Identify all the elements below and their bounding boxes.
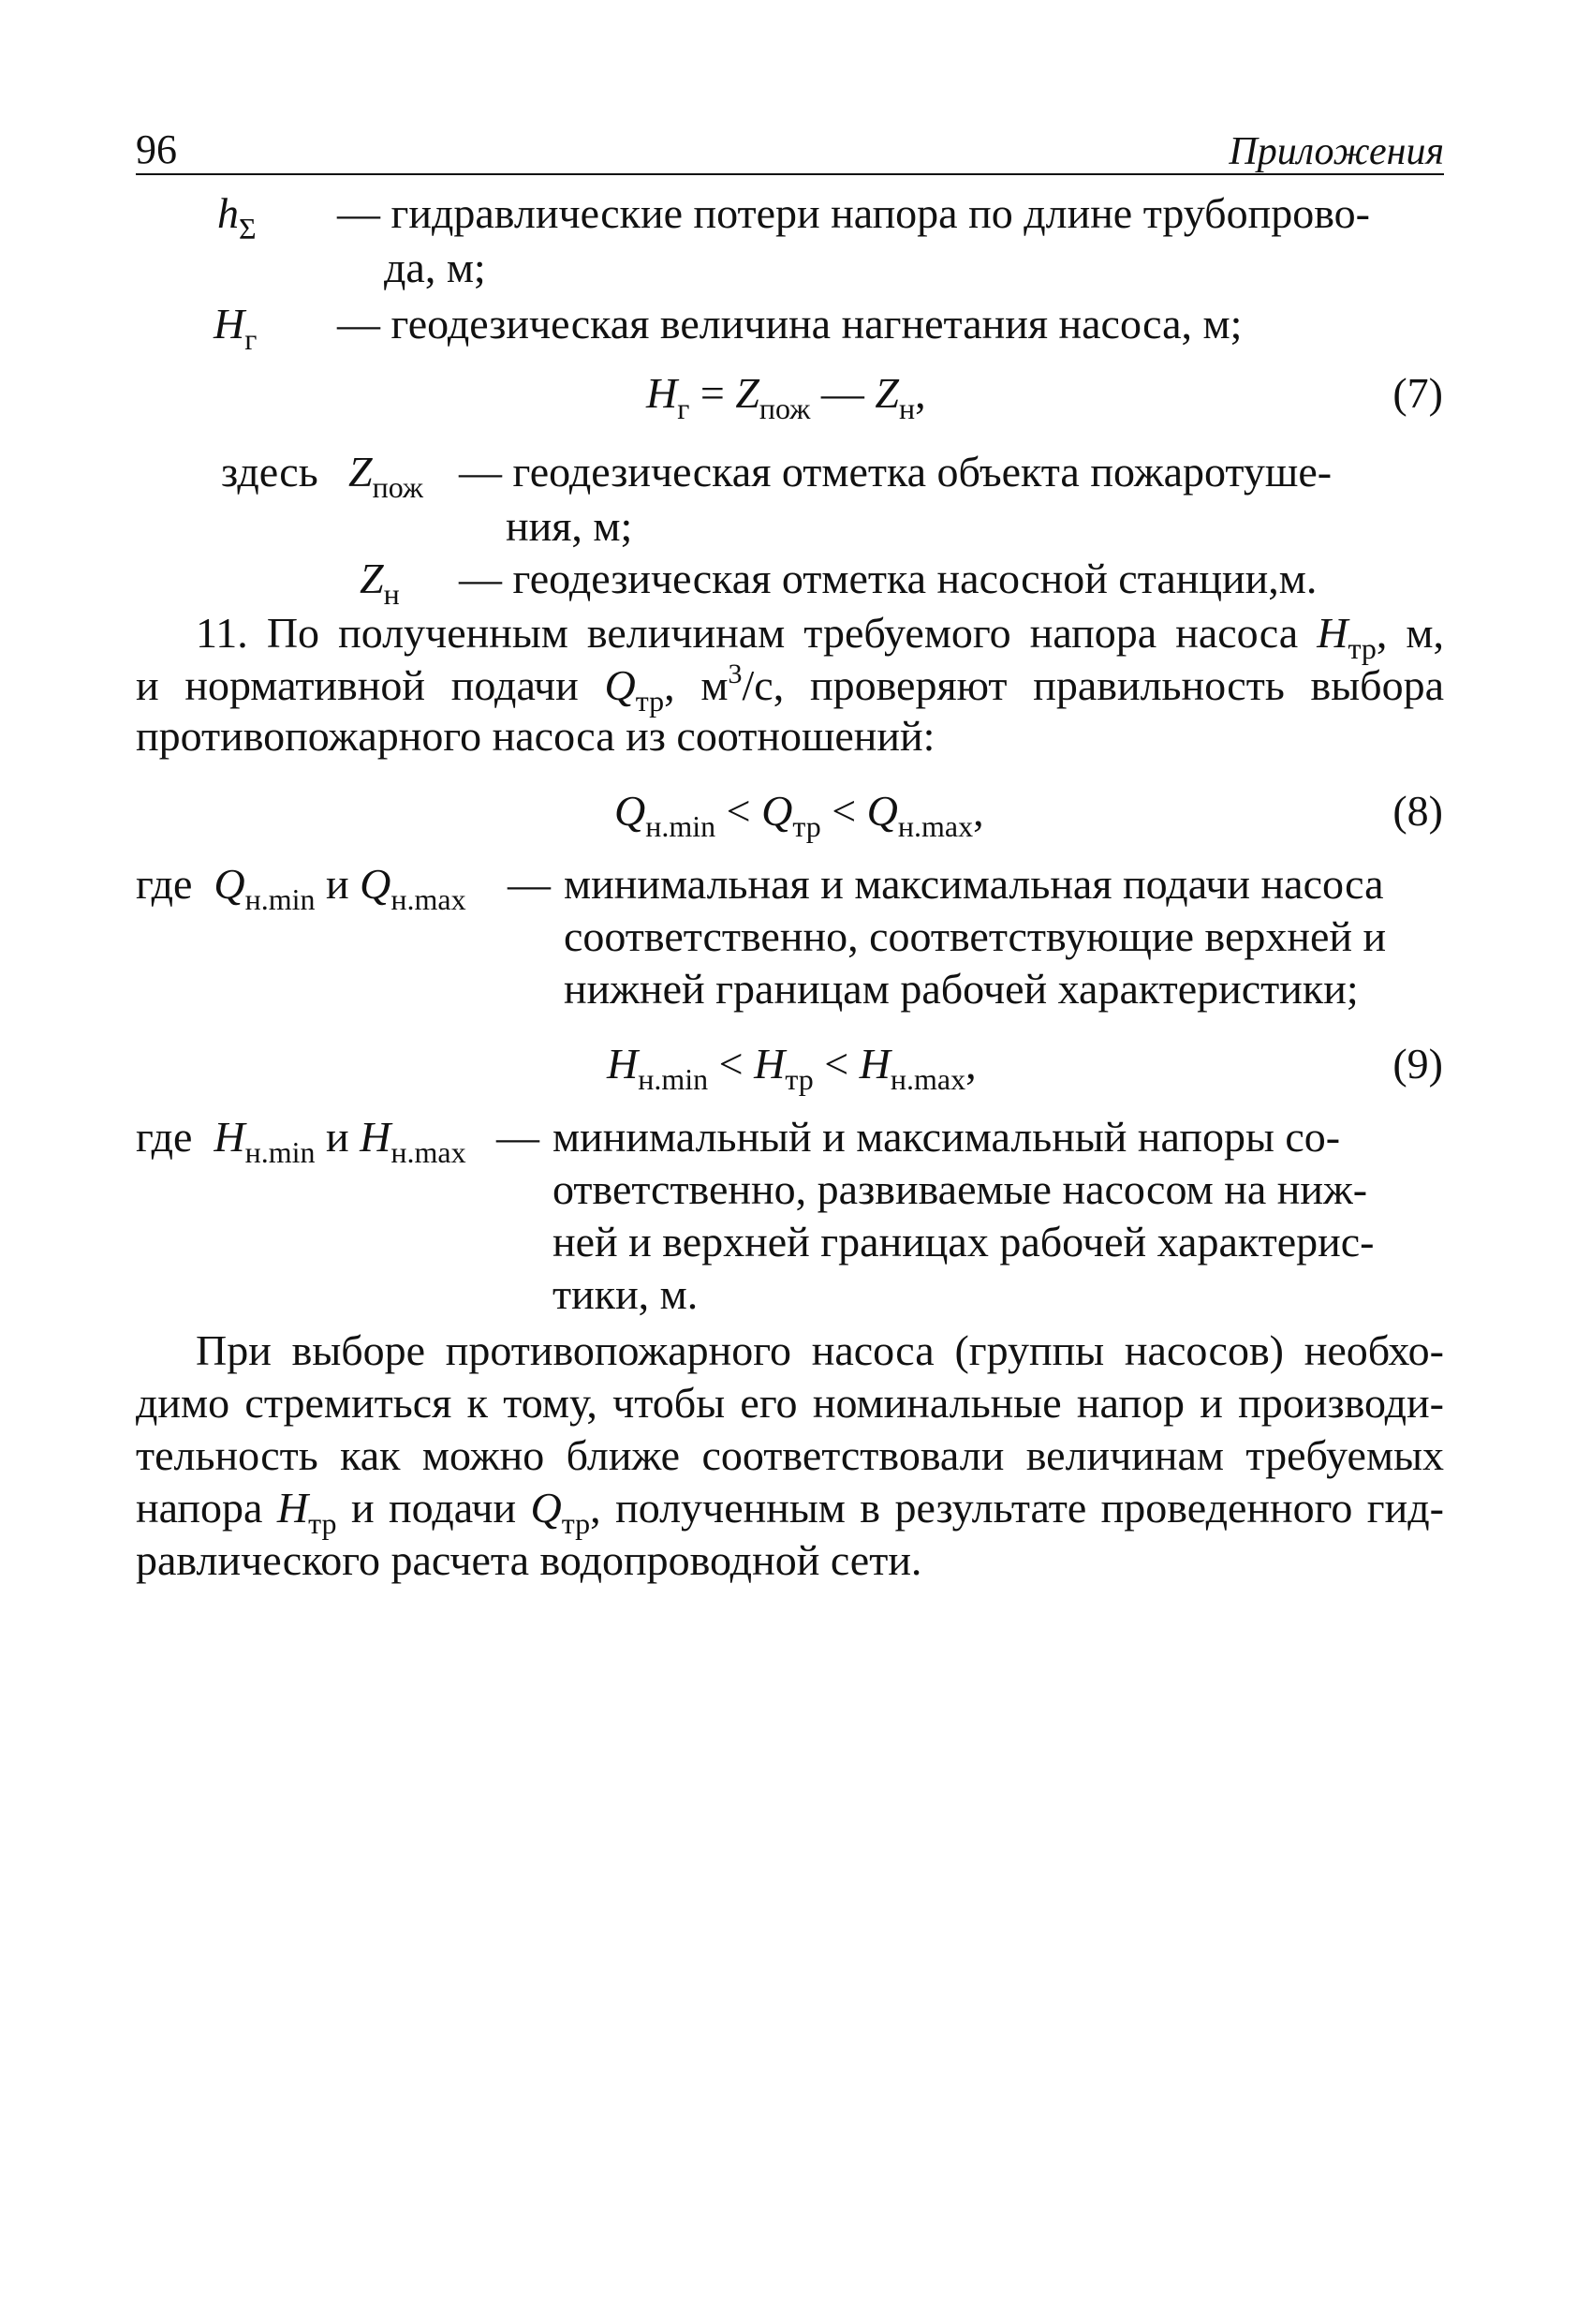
- z-pozh-desc-line1: — геодезическая отметка объекта пожаротуше-: [459, 448, 1333, 496]
- running-title: Приложения: [1229, 130, 1444, 173]
- symbol-h-sigma: $h_\Sigma$: [217, 189, 257, 245]
- symbol-h-g: $H_г$: [214, 300, 258, 356]
- page-number: 96: [136, 126, 177, 172]
- symbol-z-n: $Z_н$: [360, 555, 400, 611]
- eq8-def-dash: —: [508, 860, 551, 908]
- symbol-z-pozh: $Z_{пож}$: [348, 448, 424, 504]
- equation-9: $H_{н.min} < H_{тр} < H_{н.max}$,: [607, 1040, 977, 1096]
- equation-8: $Q_{н.min} < Q_{тр} < Q_{н.max}$,: [614, 787, 984, 843]
- para11-line1: 11. По полученным величинам требуемого напора насоса $H_{тр}$, м,: [196, 609, 1444, 665]
- z-pozh-desc-line2: ния, м;: [506, 502, 633, 550]
- eq9-def-dash: —: [496, 1113, 539, 1161]
- eq9-def-line4: тики, м.: [552, 1270, 699, 1318]
- eq9-def-line2: ответственно, развиваемые насосом на ниж-: [552, 1165, 1368, 1213]
- final-para-line5: равлического расчета водопроводной сети.: [136, 1536, 922, 1584]
- zdes-label: здесь: [221, 448, 318, 496]
- h-g-desc: — геодезическая величина нагнетания насоса, м;: [337, 300, 1243, 348]
- z-n-desc: — геодезическая отметка насосной станции,м.: [459, 555, 1318, 602]
- eq9-def-symbols: где $H_{н.min}$ и $H_{н.max}$: [136, 1113, 466, 1169]
- equation-7-number: (7): [1392, 369, 1443, 417]
- eq9-def-line1: минимальный и максимальный напоры со-: [552, 1113, 1341, 1161]
- final-para-line2: димо стремиться к тому, чтобы его номинальные напор и производи-: [136, 1379, 1444, 1427]
- eq8-def-line1: минимальная и максимальная подачи насоса: [564, 860, 1384, 908]
- eq8-def-line2: соответственно, соответствующие верхней и: [564, 912, 1387, 960]
- final-para-line4: напора $H_{тр}$ и подачи $Q_{тр}$, полученным в результате проведенного гид-: [136, 1484, 1445, 1540]
- final-para-line3: тельность как можно ближе соответствовали величинам требуемых: [136, 1431, 1444, 1479]
- eq8-def-symbols: где $Q_{н.min}$ и $Q_{н.max}$: [136, 860, 466, 916]
- equation-7: $H_г = Z_{пож}$ — $Z_н$,: [646, 369, 926, 425]
- h-sigma-desc-line2: да, м;: [384, 244, 486, 291]
- equation-9-number: (9): [1392, 1040, 1443, 1088]
- header-rule: [136, 173, 1444, 175]
- equation-8-number: (8): [1392, 787, 1443, 835]
- final-para-line1: При выборе противопожарного насоса (группы насосов) необхо-: [196, 1326, 1444, 1374]
- eq9-def-line3: ней и верхней границах рабочей характерис-: [552, 1218, 1375, 1266]
- para11-line2: и нормативной подачи $Q_{тр}$, $м^3/с$, проверяют правильность выбора: [136, 659, 1444, 718]
- para11-line3: противопожарного насоса из соотношений:: [136, 712, 935, 760]
- h-sigma-desc-line1: — гидравлические потери напора по длине трубопрово-: [337, 189, 1370, 237]
- eq8-def-line3: нижней границам рабочей характеристики;: [564, 965, 1359, 1013]
